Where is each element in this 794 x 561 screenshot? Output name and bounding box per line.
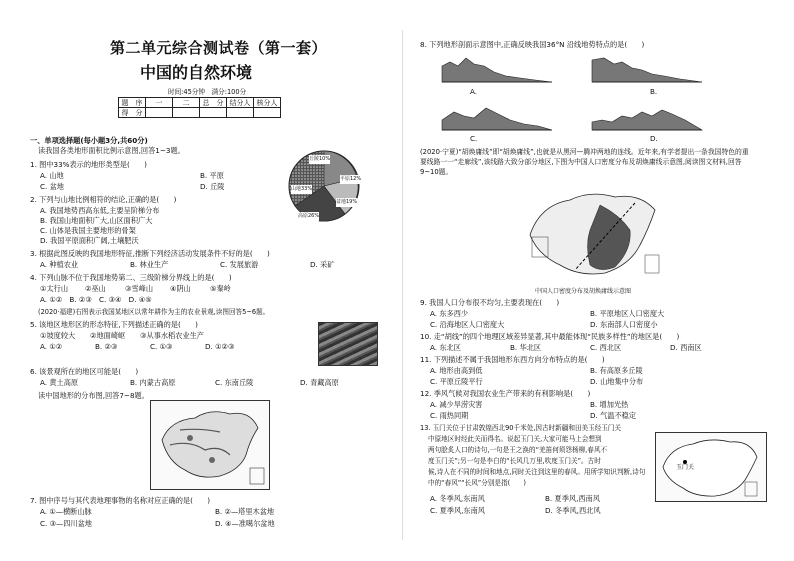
option: D. 冬季风,西北风: [545, 506, 601, 515]
option: ①太行山: [40, 284, 69, 293]
option: C. ①③: [150, 342, 173, 351]
question-13-line: 度玉门关”;另一句是李白的“长风几万里,吹度玉门关”。古时: [428, 457, 601, 465]
question-4: 4. 下列山脉不位于我国地势第二、三级阶梯分界线上的是( ): [30, 273, 232, 282]
score-head: 题 序: [119, 98, 146, 108]
option: C. 发展旅游: [220, 260, 259, 269]
option: ③雪峰山: [125, 284, 154, 293]
option: B. 有高原多丘陵: [590, 366, 643, 375]
landscape-photo: [318, 322, 378, 366]
option: D. 西南区: [670, 343, 702, 352]
question-13-line: 两句脍炙人口的诗句,一句是王之涣的“羌笛何须怨杨柳,春风不: [428, 446, 608, 454]
score-table: [118, 97, 281, 118]
china-terrain-map: [150, 400, 270, 490]
option: D. ④—准噶尔盆地: [215, 519, 275, 528]
profile-label: D.: [650, 134, 658, 143]
question-13-line: 候,诗人在不同的时间和地点,同时关注到这里的春风。用所学知识判断,诗句: [428, 468, 646, 476]
option: B. 增加光热: [590, 400, 629, 409]
pie-label: 盆地19%: [336, 199, 358, 205]
option: B. 夏季风,西南风: [545, 494, 600, 503]
option: D. 采矿: [310, 260, 335, 269]
option: A. 冬季风,东南风: [430, 494, 485, 503]
option: ⑤秦岭: [210, 284, 231, 293]
option: D. 山地集中分布: [590, 377, 644, 386]
option: D. 东南部人口密度小: [590, 320, 658, 329]
question-11: 11. 下列描述不属于我国地形东西方向分布特点的是( ): [420, 355, 605, 364]
intro-text: 读中国地形的分布图,回答7~8题。: [38, 391, 149, 400]
score-cell: 得 分: [119, 108, 146, 118]
question-13-line: 中的“春风”“长风”分别是指( ): [428, 479, 526, 487]
option: A. 地形由高到低: [430, 366, 483, 375]
question-13-line: 中原地区时经此关而得名。说起玉门关,大家可能马上会想到: [428, 435, 602, 443]
option: C. 平原丘陵平行: [430, 377, 483, 386]
time-score: 时间:45分钟 满分:100分: [168, 88, 247, 96]
profile-d: [590, 100, 705, 136]
option: A. ①—横断山脉: [40, 507, 92, 516]
option-row: A. ①② B. ②③ C. ③④ D. ④⑤: [40, 295, 152, 304]
question-6: 6. 该景观所在的地区可能是( ): [30, 367, 139, 376]
option: C. 西北区: [590, 343, 622, 352]
question-2: 2. 下列与山地比例相符的结论,正确的是( ): [30, 195, 177, 204]
question-12: 12. 季风气候对我国农业生产带来的有利影响是( ): [420, 389, 591, 398]
option: C. 盆地: [40, 182, 64, 191]
pie-label: 丘陵10%: [309, 156, 331, 162]
option: C. 雨热同期: [430, 411, 469, 420]
exam-subtitle: 中国的自然环境: [140, 63, 253, 82]
option: C. 沿海地区人口密度大: [430, 320, 505, 329]
score-cell: [227, 108, 254, 118]
option: B. ②—塔里木盆地: [215, 507, 275, 516]
option: A. ①②: [40, 342, 63, 351]
option: B. ②③: [95, 342, 118, 351]
option: A. 山地: [40, 171, 64, 180]
column-divider: [402, 30, 403, 540]
option: A. 东北区: [430, 343, 461, 352]
option: B. 林业生产: [130, 260, 169, 269]
score-head: 结分人: [227, 98, 254, 108]
section-heading: 一、单项选择题(每小题3分,共60分): [30, 136, 148, 145]
score-head: 总 分: [200, 98, 227, 108]
option: C. 东南丘陵: [215, 378, 254, 387]
option: ①坡度较大: [40, 331, 76, 340]
score-head: 一: [146, 98, 173, 108]
option: A. 我国地势西高东低,主要呈阶梯分布: [40, 206, 160, 215]
question-7: 7. 图中序号与其代表地理事物的名称对应正确的是( ): [30, 496, 211, 505]
option: C. 山体是我国主要地形的骨架: [40, 226, 136, 235]
option: A. 黄土高原: [40, 378, 79, 387]
option: A. 东多西少: [430, 309, 469, 318]
question-1: 1. 图中33%表示的地形类型是( ): [30, 160, 147, 169]
intro-text: 读我国各类地形面积比例示意图,回答1~3题。: [38, 146, 185, 155]
exam-title: 第二单元综合测试卷（第一套）: [110, 39, 328, 57]
intro-text: (2020·宁夏)“胡焕庸线”即“胡焕庸线”,也就是从黑河—腾冲两地的连线。近年来,有学者提出一条我国特色的重要线路一一“走廊线”,该线路大致分部分地区,下图为中国人口密度分布及胡焕庸线示意图,阅读图文材料,回答9~10题。: [420, 148, 749, 176]
option: D. 我国平原面积广阔,土壤肥沃: [40, 236, 139, 245]
option: D. ①②③: [205, 342, 235, 351]
profile-b: [590, 52, 705, 88]
option: B. 华北区: [510, 343, 542, 352]
option: D. 气温不稳定: [590, 411, 637, 420]
option: B. 平原地区人口密度大: [590, 309, 665, 318]
pie-label: 平原12%: [340, 176, 362, 182]
question-5: 5. 该地区地形区的形态特征,下列描述正确的是( ): [30, 320, 198, 329]
option: C. ③—四川盆地: [40, 519, 92, 528]
option: D. 丘陵: [200, 182, 225, 191]
option: ②巫山: [85, 284, 106, 293]
profile-c: [440, 100, 555, 136]
score-cell: [200, 108, 227, 118]
profile-label: A.: [470, 87, 478, 96]
score-cell: [173, 108, 200, 118]
option: A. 种植农业: [40, 260, 79, 269]
pie-label: 高原26%: [298, 213, 320, 219]
question-9: 9. 我国人口分布很不均匀,主要表现在( ): [420, 298, 560, 307]
score-cell: [146, 108, 173, 118]
score-head: 二: [173, 98, 200, 108]
score-head: 核分人: [254, 98, 281, 108]
option: ②地面崎岖: [90, 331, 126, 340]
pie-label: 山地33%: [291, 186, 313, 192]
option: C. 夏季风,东南风: [430, 506, 485, 515]
question-8: 8. 下列地形剖面示意图中,正确反映我国36°N 沿线地势特点的是( ): [420, 40, 645, 49]
option: B. 内蒙古高原: [130, 378, 176, 387]
intro-text: (2020·福建)右图表示我国某地区以常年耕作为主的农业景观,读图回答5~6题。: [38, 308, 270, 316]
option: D. 青藏高原: [300, 378, 339, 387]
profile-label: B.: [650, 87, 658, 96]
question-10: 10. 走“胡线”的四个地理区域差异显著,其中最能体现“民族多样性”的地区是( ): [420, 332, 680, 341]
profile-label: C.: [470, 134, 478, 143]
map-caption: 中国人口密度分布及胡焕庸线示意图: [535, 288, 632, 295]
option: ③从事水稻农业生产: [140, 331, 204, 340]
yumen-label: 玉门关: [676, 464, 695, 471]
question-3: 3. 根据此图反映的我国地形特征,推断下列经济活动发展条件不好的是( ): [30, 249, 270, 258]
option: ④阴山: [170, 284, 191, 293]
yumen-pass-map: [655, 432, 767, 502]
question-13-line: 13. 玉门关位于甘肃敦煌西北90千米处,因古时新疆和田美玉经玉门关: [420, 424, 622, 432]
population-density-map: [520, 185, 670, 285]
option: A. 减少旱涝灾害: [430, 400, 483, 409]
score-cell: [254, 108, 281, 118]
option: B. 平原: [200, 171, 224, 180]
option: B. 我国山地面积广大,山区面积广大: [40, 216, 153, 225]
profile-a: [440, 52, 555, 88]
